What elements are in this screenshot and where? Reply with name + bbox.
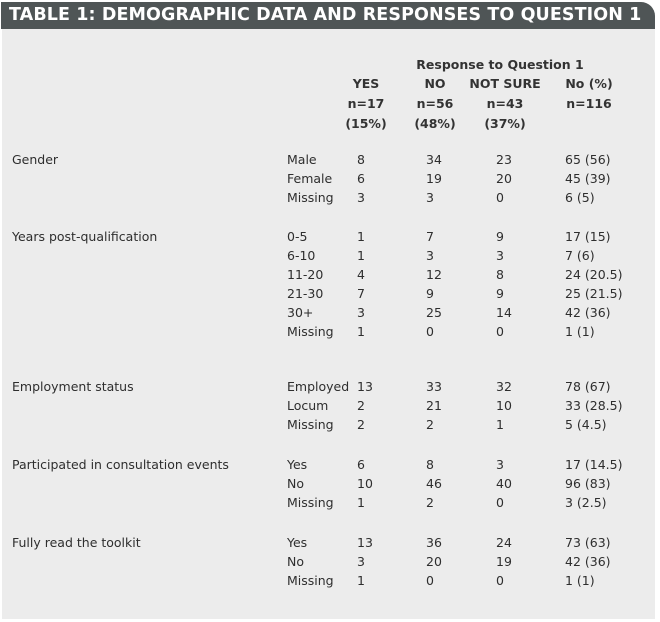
section-label-gender: Gender (12, 152, 59, 167)
cell-no: 3 (426, 190, 434, 205)
cell-no: 34 (426, 152, 442, 167)
cell-no: 19 (426, 171, 442, 186)
cell-not-sure: 0 (496, 573, 504, 588)
row-category: No (287, 476, 304, 491)
cell-yes: 6 (357, 171, 365, 186)
row-category: 21-30 (287, 286, 324, 301)
cell-total: 3 (2.5) (565, 495, 607, 510)
cell-not-sure: 0 (496, 324, 504, 339)
cell-yes: 3 (357, 305, 365, 320)
cell-total: 42 (36) (565, 554, 611, 569)
cell-yes: 2 (357, 398, 365, 413)
cell-total: 5 (4.5) (565, 417, 607, 432)
cell-no: 0 (426, 324, 434, 339)
cell-not-sure: 23 (496, 152, 512, 167)
cell-yes: 1 (357, 324, 365, 339)
cell-total: 17 (15) (565, 229, 611, 244)
section-label-consultation: Participated in consultation events (12, 457, 229, 472)
row-category: 6-10 (287, 248, 316, 263)
row-category: No (287, 554, 304, 569)
cell-not-sure: 8 (496, 267, 504, 282)
cell-yes: 6 (357, 457, 365, 472)
row-category: Missing (287, 190, 334, 205)
cell-no: 25 (426, 305, 442, 320)
cell-not-sure: 14 (496, 305, 512, 320)
cell-no: 0 (426, 573, 434, 588)
cell-yes: 13 (357, 535, 373, 550)
cell-no: 21 (426, 398, 442, 413)
row-category: Yes (287, 457, 308, 472)
section-label-toolkit: Fully read the toolkit (12, 535, 141, 550)
cell-not-sure: 19 (496, 554, 512, 569)
cell-no: 3 (426, 248, 434, 263)
cell-not-sure: 1 (496, 417, 504, 432)
cell-total: 42 (36) (565, 305, 611, 320)
cell-total: 78 (67) (565, 379, 611, 394)
row-category: Employed (287, 379, 350, 394)
cell-yes: 10 (357, 476, 373, 491)
cell-total: 1 (1) (565, 573, 595, 588)
row-category: Missing (287, 324, 334, 339)
cell-no: 7 (426, 229, 434, 244)
cell-yes: 1 (357, 248, 365, 263)
cell-total: 7 (6) (565, 248, 595, 263)
cell-total: 25 (21.5) (565, 286, 623, 301)
col-yes-n: n=17 (347, 96, 385, 111)
cell-not-sure: 9 (496, 229, 504, 244)
cell-total: 33 (28.5) (565, 398, 623, 413)
cell-not-sure: 3 (496, 248, 504, 263)
cell-yes: 1 (357, 573, 365, 588)
cell-yes: 4 (357, 267, 365, 282)
cell-no: 2 (426, 495, 434, 510)
cell-no: 20 (426, 554, 442, 569)
col-notsure-n: n=43 (486, 96, 524, 111)
cell-not-sure: 20 (496, 171, 512, 186)
cell-yes: 2 (357, 417, 365, 432)
row-category: Male (287, 152, 317, 167)
row-category: Missing (287, 495, 334, 510)
cell-total: 65 (56) (565, 152, 611, 167)
cell-no: 8 (426, 457, 434, 472)
cell-yes: 7 (357, 286, 365, 301)
cell-total: 96 (83) (565, 476, 611, 491)
row-category: Missing (287, 573, 334, 588)
cell-yes: 3 (357, 190, 365, 205)
row-category: Female (287, 171, 333, 186)
cell-not-sure: 9 (496, 286, 504, 301)
row-category: Missing (287, 417, 334, 432)
cell-not-sure: 24 (496, 535, 512, 550)
cell-yes: 3 (357, 554, 365, 569)
cell-not-sure: 0 (496, 190, 504, 205)
col-yes-pct: (15%) (345, 116, 387, 131)
cell-no: 2 (426, 417, 434, 432)
section-label-employment: Employment status (12, 379, 134, 394)
col-no-label: NO (424, 76, 446, 91)
row-category: 30+ (287, 305, 314, 320)
cell-no: 9 (426, 286, 434, 301)
cell-total: 45 (39) (565, 171, 611, 186)
response-group-header: Response to Question 1 (416, 57, 584, 72)
col-total-label: No (%) (565, 76, 613, 91)
table-panel (2, 29, 655, 619)
cell-not-sure: 3 (496, 457, 504, 472)
cell-no: 46 (426, 476, 442, 491)
cell-yes: 1 (357, 229, 365, 244)
cell-not-sure: 0 (496, 495, 504, 510)
row-category: Yes (287, 535, 308, 550)
cell-total: 6 (5) (565, 190, 595, 205)
col-notsure-label: NOT SURE (469, 76, 541, 91)
row-category: 11-20 (287, 267, 324, 282)
col-yes-label: YES (352, 76, 380, 91)
col-no-pct: (48%) (414, 116, 456, 131)
cell-not-sure: 32 (496, 379, 512, 394)
row-category: Locum (287, 398, 329, 413)
cell-total: 1 (1) (565, 324, 595, 339)
cell-yes: 8 (357, 152, 365, 167)
cell-yes: 1 (357, 495, 365, 510)
cell-yes: 13 (357, 379, 373, 394)
section-label-years: Years post-qualification (12, 229, 158, 244)
cell-no: 12 (426, 267, 442, 282)
table-title: TABLE 1: DEMOGRAPHIC DATA AND RESPONSES TO QUESTION 1 (9, 5, 642, 25)
cell-total: 24 (20.5) (565, 267, 623, 282)
col-notsure-pct: (37%) (484, 116, 526, 131)
cell-no: 36 (426, 535, 442, 550)
cell-not-sure: 10 (496, 398, 512, 413)
cell-not-sure: 40 (496, 476, 512, 491)
cell-total: 17 (14.5) (565, 457, 623, 472)
col-total-n: n=116 (566, 96, 612, 111)
title-bar (1, 2, 655, 29)
row-category: 0-5 (287, 229, 308, 244)
cell-total: 73 (63) (565, 535, 611, 550)
cell-no: 33 (426, 379, 442, 394)
col-no-n: n=56 (416, 96, 454, 111)
